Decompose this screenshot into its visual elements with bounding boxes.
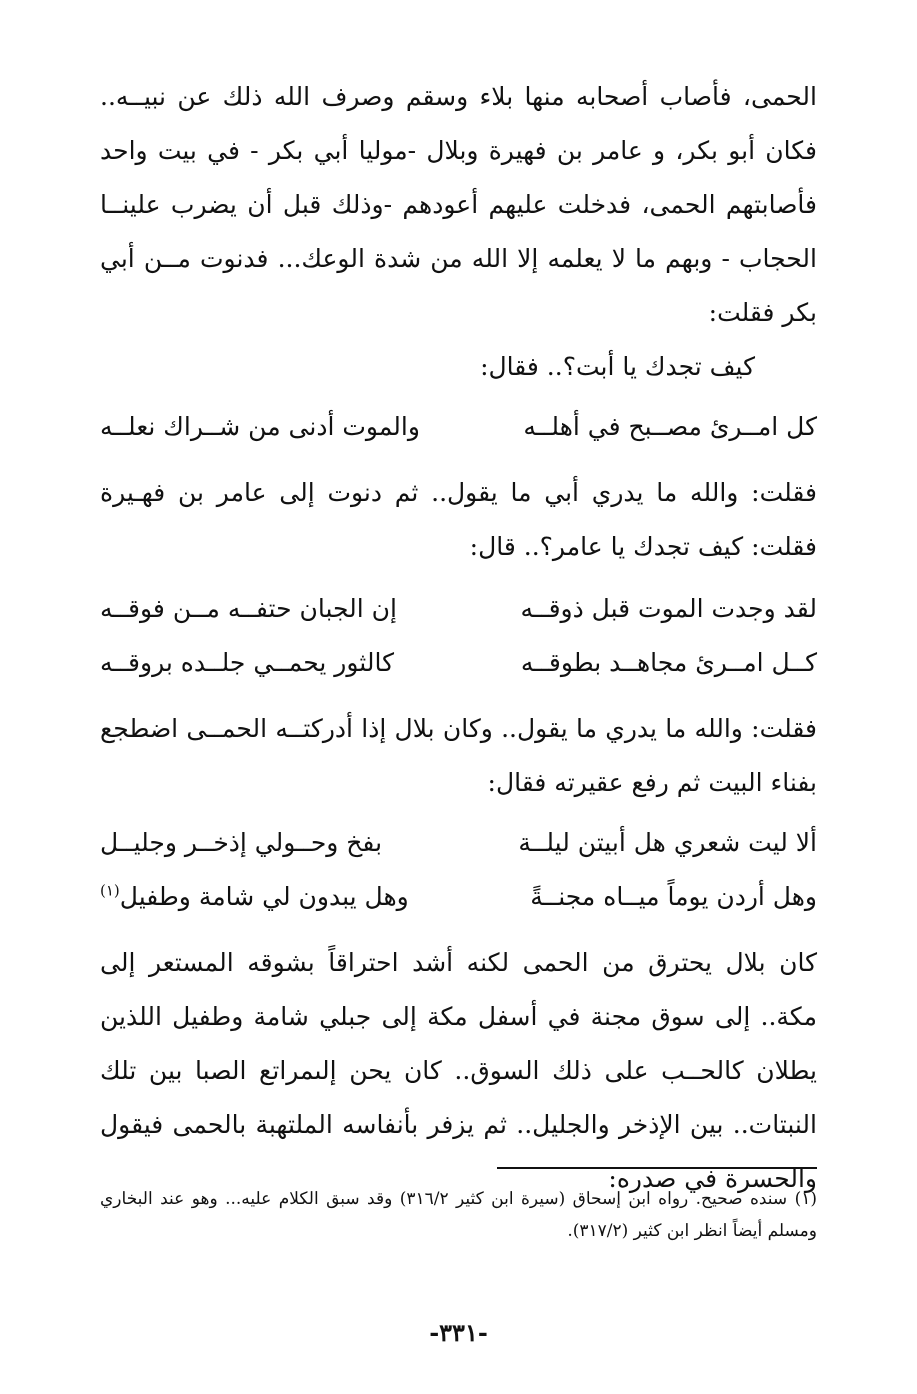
verse-line: [100, 636, 817, 690]
verse-first-hemistich: وهل أردن يوماً ميــاه مجنــةً: [530, 882, 817, 911]
verse-line: [100, 582, 817, 636]
verse-line: [100, 400, 817, 454]
verse-first-hemistich: كل امــرئ مصــبح في أهلــه: [523, 412, 817, 441]
footnote-reference: (١): [100, 881, 120, 900]
paragraph: فقلت: والله ما يدري أبي ما يقول.. ثم دنوت إلى عامر بن فهـيرة فقلت: كيف تجدك يا عامر؟.. قال:: [100, 478, 817, 561]
verse-first-hemistich: ألا ليت شعري هل أبيتن ليلــة: [518, 828, 817, 857]
verse-first-hemistich: كــل امــرئ مجاهــد بطوقــه: [520, 648, 817, 677]
footnote-divider: [497, 1167, 817, 1169]
paragraph: كيف تجدك يا أبت؟.. فقال:: [480, 352, 755, 381]
paragraph: كان بلال يحترق من الحمى لكنه أشد احتراقاً بشوقه المستعر إلى مكة.. إلى سوق مجنة في أسفل مكة إلى جبلي شامة وطفيل اللذين يطلان كالحــب على ذلك السوق.. كان يحن إلىمراتع الصبا بين تلك النبتات.. بين الإذخر والجليل.. ثم يزفر بأنفاسه الملتهبة بالحمى فيقول والحسرة في صدره:: [100, 948, 817, 1193]
paragraph: الحمى، فأصاب أصحابه منها بلاء وسقم وصرف الله ذلك عن نبيــه.. فكان أبو بكر، و عامر بن فهيرة وبلال -موليا أبي بكر - في بيت واحد فأصابتهم الحمى، فدخلت عليهم أعودهم -وذلك قبل أن يضرب علينــا الحجاب - وبهم ما لا يعلمه إلا الله من شدة الوعك... فدنوت مــن أبي بكر فقلت:: [100, 82, 817, 327]
page-number: -٣٣١-: [429, 1318, 488, 1347]
verse-line: [100, 870, 817, 924]
verse-second-hemistich: بفخ وحــولي إذخــر وجليــل: [100, 828, 383, 857]
verse-second-hemistich: [100, 870, 440, 924]
verse-second-hemistich: إن الجبان حتفــه مــن فوقــه: [100, 594, 397, 623]
paragraph: فقلت: والله ما يدري ما يقول.. وكان بلال إذا أدركتــه الحمــى اضطجع بفناء البيت ثم رفع عقيرته فقال:: [100, 714, 817, 797]
verse-first-hemistich: لقد وجدت الموت قبل ذوقــه: [520, 594, 817, 623]
footnote: (١) سنده صحيح. رواه ابن إسحاق (سيرة ابن كثير ٣١٦/٢) وقد سبق الكلام عليه... وهو عند البخاري ومسلم أيضاً انظر ابن كثير (٣١٧/٢).: [100, 1189, 817, 1241]
verse-second-hemistich: والموت أدنى من شــراك نعلــه: [100, 412, 420, 441]
verse-second-hemistich: كالثور يحمــي جلــده بروقــه: [100, 648, 394, 677]
verse-line: [100, 816, 817, 870]
verse-text: وهل يبدون لي شامة وطفيل: [119, 882, 409, 911]
